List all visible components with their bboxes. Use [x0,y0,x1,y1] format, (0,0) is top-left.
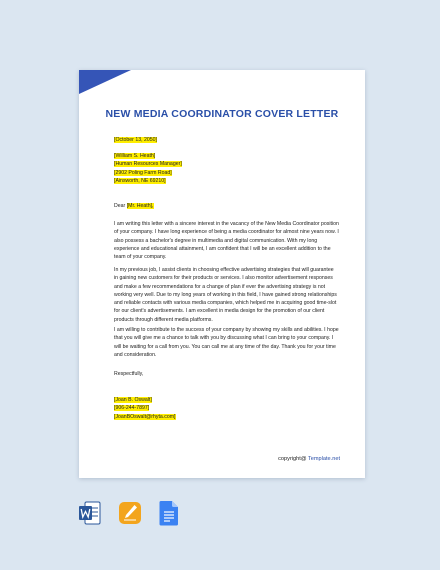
letter-date: [October 13, 2050] [114,137,157,143]
salutation-name: [Mr. Heath], [126,203,154,209]
sender-name: [Joan B. Oswalt] [114,397,152,403]
google-docs-icon[interactable] [158,500,180,526]
brand-link[interactable]: Template.net [307,456,340,462]
salutation [114,202,339,210]
sender-phone: [906-244-7897] [114,405,150,412]
recipient-name: [William S. Heath] [114,153,156,159]
closing: Respectfully, [114,371,144,377]
date-line [114,136,339,144]
document-page [79,70,365,478]
recipient-title: [Human Resources Manager] [114,161,182,168]
corner-decoration [79,70,139,96]
signature-block [114,396,339,421]
word-icon[interactable] [79,500,101,526]
pages-icon[interactable] [119,500,141,526]
copyright-footer [278,456,340,462]
paragraph-3: I am willing to contribute to the success of your company by showing my skills and abilities. I hope that you will give me a chance to talk with you by discussing what I can bring to your company. I will be waiting for a call from you. You can call me at any time of the day. Thank you for your time and consideration. [114,327,339,358]
recipient-address [114,152,339,185]
paragraph-1: I am writing this letter with a sincere interest in the vacancy of the New Media Coordinator position of your company. I have long experience of being a media coordinator for almost nine years now. I also possess a bachelor's degree in multimedia and digital communication. With my long experience and educational attainment, I am confident that I will be an excellent addition to the team of your company. [114,221,339,261]
sender-email: [JoanBOswalt@rhyta.com] [114,413,176,420]
document-title: NEW MEDIA COORDINATOR COVER LETTER [105,108,339,120]
copyright-text: copyright@ [278,456,308,462]
recipient-city: [Ainsworth, NE 69210] [114,177,166,184]
salutation-prefix: Dear [114,203,127,209]
recipient-street: [2902 Poling Farm Road] [114,169,172,176]
paragraph-2: In my previous job, I assist clients in choosing effective advertising strategies that will guarantee in gaining new customers for their products or services. I also monitor advertisement responses and make a few recommendations for a change of plan if ever the advertising strategy is not working very well. Due to my long years of working in this field, I have gained strong relationships and reliable contacts with various media companies, which helped me in acquiring good time-slot for our client's advertisements. I am excellent in media design for the promotion of our client products through different media platforms. [114,267,337,323]
